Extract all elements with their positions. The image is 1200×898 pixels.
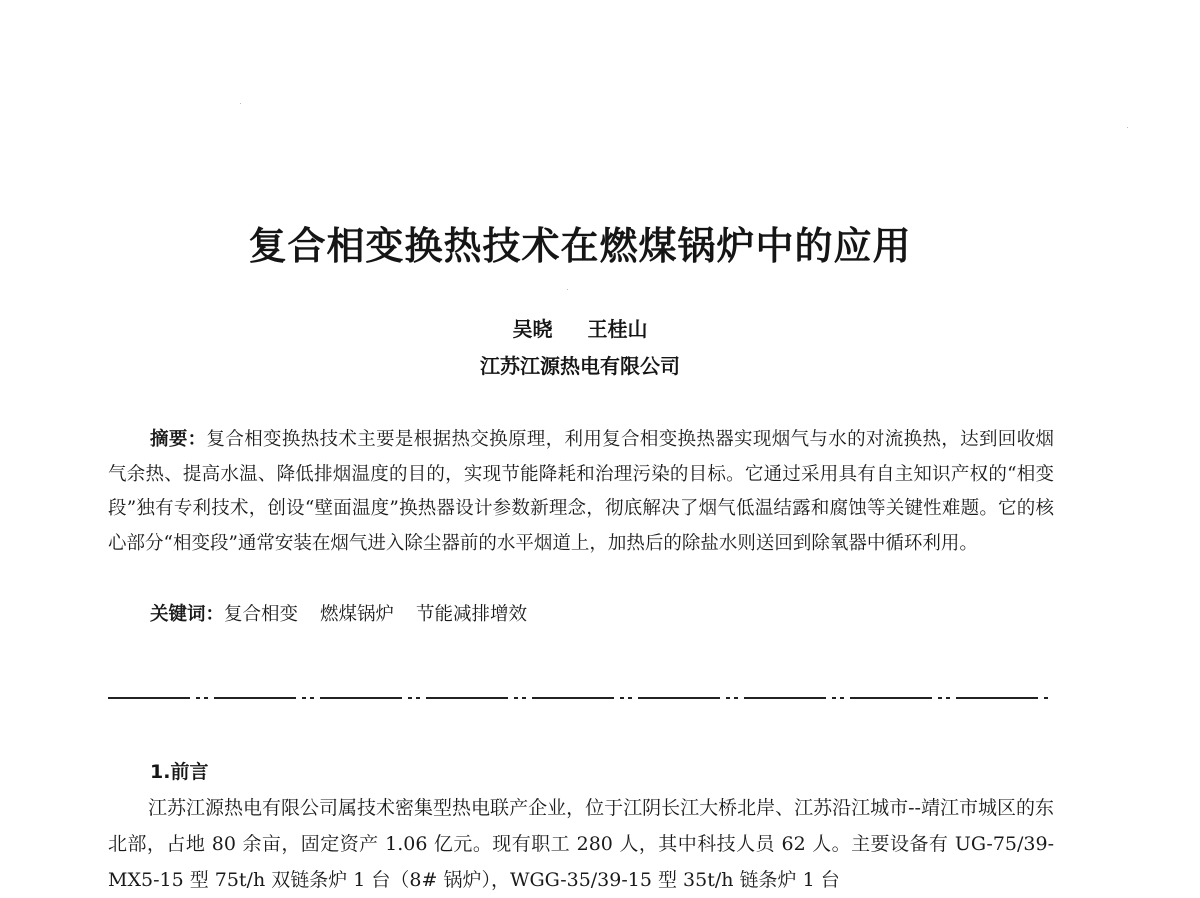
affiliation: 江苏江源热电有限公司 — [480, 354, 680, 378]
body-paragraph: 江苏江源热电有限公司属技术密集型热电联产企业，位于江阴长江大桥北岸、江苏沿江城市--靖江市城区的东北部，占地 80 余亩，固定资产 1.06 亿元。现有职工 280 人，其中科技人员 62 人。主要设备有 UG-75/39-MX5-15 型 75t/h 双链条炉 1 台（8# 锅炉），WGG-35/39-15 型 35t/h 链条炉 1 台 — [108, 797, 1054, 891]
section-title: 1.前言 — [150, 761, 209, 783]
keywords — [150, 600, 549, 626]
section-divider — [108, 697, 1052, 699]
abstract-text: 复合相变换热技术主要是根据热交换原理，利用复合相变换热器实现烟气与水的对流换热，达到回收烟气余热、提高水温、降低排烟温度的目的，实现节能降耗和治理污染的目标。它通过采用具有自主知识产权的“相变段”独有专利技术，创设“壁面温度”换热器设计参数新理念，彻底解决了烟气低温结露和腐蚀等关键性难题。它的核心部分“相变段”通常安装在烟气进入除尘器前的水平烟道上，加热后的除盐水则送回到除氧器中循环利用。 — [108, 429, 1054, 554]
scan-speck — [240, 103, 241, 104]
author-name: 吴晓 — [512, 317, 553, 341]
paper-title: 复合相变换热技术在燃煤锅炉中的应用 — [248, 224, 912, 268]
abstract — [108, 423, 1054, 561]
keyword: 燃煤锅炉 — [320, 604, 395, 625]
scan-speck — [567, 289, 568, 290]
keyword: 复合相变 — [224, 604, 299, 625]
scan-speck — [1127, 127, 1128, 128]
author-list — [0, 313, 1160, 342]
author-name: 王桂山 — [587, 317, 648, 341]
section-body — [108, 790, 1054, 898]
keywords-label: 关键词： — [150, 604, 225, 625]
abstract-label: 摘要： — [150, 429, 207, 450]
keyword: 节能减排增效 — [416, 604, 528, 625]
